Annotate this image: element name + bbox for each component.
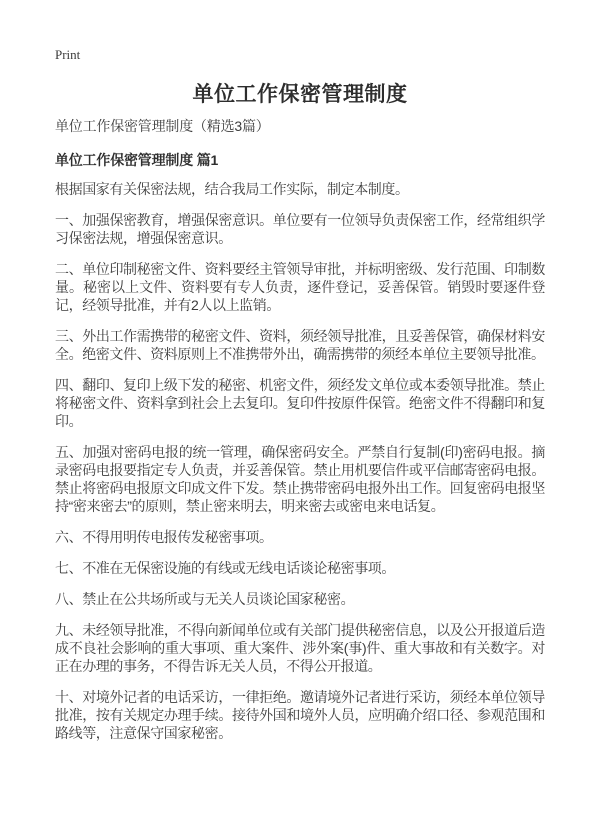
policy-paragraph-10: 十、对境外记者的电话采访，一律拒绝。邀请境外记者进行采访，须经本单位领导批准，按有关规定办理手续。接待外国和境外人员，应明确介绍口径、参观范围和路线等，注意保守国家秘密。	[55, 689, 545, 741]
policy-paragraph-1: 一、加强保密教育，增强保密意识。单位要有一位领导负责保密工作，经常组织学习保密法规，增强保密意识。	[55, 212, 545, 246]
policy-paragraph-3: 三、外出工作需携带的秘密文件、资料，须经领导批准，且妥善保管，确保材料安全。绝密文件、资料原则上不准携带外出，确需携带的须经本单位主要领导批准。	[55, 328, 545, 362]
print-link[interactable]: Print	[55, 47, 81, 62]
policy-paragraph-9: 九、未经领导批准，不得向新闻单位或有关部门提供秘密信息，以及公开报道后造成不良社会影响的重大事项、重大案件、涉外案(事)件、重大事故和有关数字。对正在办理的事务，不得告诉无关人员，不得公开报道。	[55, 622, 545, 674]
policy-paragraph-4: 四、翻印、复印上级下发的秘密、机密文件，须经发文单位或本委领导批准。禁止将秘密文件、资料拿到社会上去复印。复印件按原件保管。绝密文件不得翻印和复印。	[55, 377, 545, 429]
intro-paragraph: 根据国家有关保密法规，结合我局工作实际，制定本制度。	[55, 181, 409, 197]
policy-paragraph-5: 五、加强对密码电报的统一管理，确保密码安全。严禁自行复制(印)密码电报。摘录密码电报要指定专人负责，并妥善保管。禁止用机要信件或平信邮寄密码电报。禁止将密码电报原文印成文件下发。禁止携带密码电报外出工作。回复密码电报坚持“密来密去”的原则，禁止密来明去，明来密去或密电来电话复。	[55, 444, 545, 514]
policy-paragraph-2: 二、单位印制秘密文件、资料要经主管领导审批，并标明密级、发行范围、印制数量。秘密以上文件、资料要有专人负责，逐件登记，妥善保管。销毁时要逐件登记，经领导批准，并有2人以上监销。	[55, 261, 545, 313]
policy-paragraph-7: 七、不准在无保密设施的有线或无线电话谈论秘密事项。	[55, 560, 395, 576]
policy-paragraph-8: 八、禁止在公共场所或与无关人员谈论国家秘密。	[55, 591, 355, 607]
document-body	[55, 180, 545, 742]
section-heading: 单位工作保密管理制度 篇1	[55, 152, 219, 168]
document-subtitle: 单位工作保密管理制度（精选3篇）	[55, 118, 270, 134]
policy-paragraph-6: 六、不得用明传电报传发秘密事项。	[55, 529, 273, 545]
page-title: 单位工作保密管理制度	[192, 83, 408, 106]
